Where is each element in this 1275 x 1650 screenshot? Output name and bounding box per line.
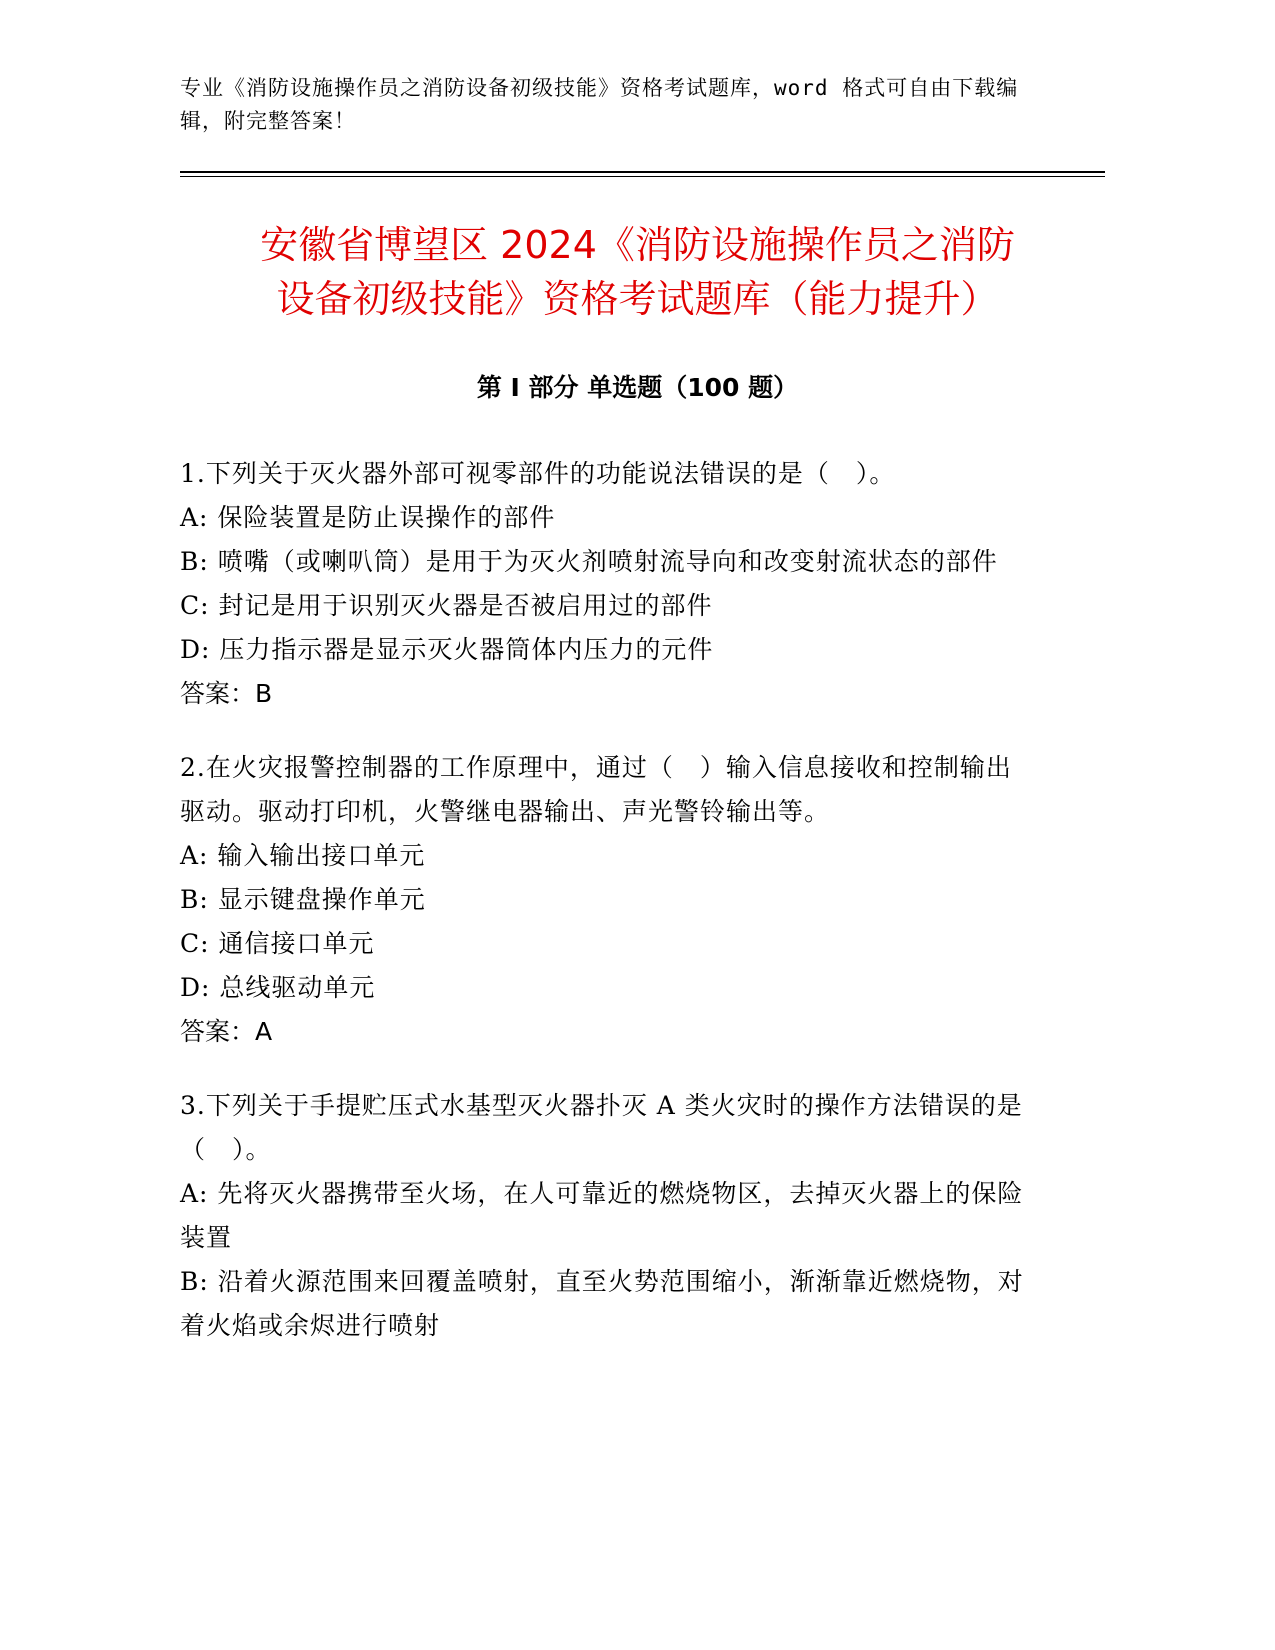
answer: 答案：A <box>180 1017 273 1046</box>
question-2 <box>180 746 1030 1054</box>
option-a: A: 保险装置是防止误操作的部件 <box>180 503 556 532</box>
document-title <box>150 218 1125 326</box>
question-3 <box>180 1084 1030 1348</box>
option-a: A: 输入输出接口单元 <box>180 841 426 870</box>
document-title-line-1: 安徽省博望区 2024《消防设施操作员之消防 <box>260 223 1015 267</box>
question-stem: 3.下列关于手提贮压式水基型灭火器扑灭 A 类火灾时的操作方法错误的是（ ）。 <box>180 1091 1023 1164</box>
option-b: B: 沿着火源范围来回覆盖喷射，直至火势范围缩小，渐渐靠近燃烧物，对着火焰或余烬进行喷射 <box>180 1267 1024 1340</box>
option-b: B: 显示键盘操作单元 <box>180 885 426 914</box>
answer: 答案：B <box>180 679 273 708</box>
section-title: 第 I 部分 单选题（100 题） <box>476 373 799 402</box>
question-stem: 2.在火灾报警控制器的工作原理中，通过（ ）输入信息接收和控制输出驱动。驱动打印机，火警继电器输出、声光警铃输出等。 <box>180 753 1012 826</box>
option-c: C: 通信接口单元 <box>180 929 375 958</box>
option-d: D: 压力指示器是显示灭火器筒体内压力的元件 <box>180 635 714 664</box>
header-divider-thin <box>180 176 1105 177</box>
option-d: D: 总线驱动单元 <box>180 973 376 1002</box>
document-title-line-2: 设备初级技能》资格考试题库（能力提升） <box>276 277 999 321</box>
option-b: B: 喷嘴（或喇叭筒）是用于为灭火剂喷射流导向和改变射流状态的部件 <box>180 547 998 576</box>
question-stem: 1.下列关于灭火器外部可视零部件的功能说法错误的是（ ）。 <box>180 459 896 488</box>
option-a: A: 先将灭火器携带至火场，在人可靠近的燃烧物区，去掉灭火器上的保险装置 <box>180 1179 1024 1252</box>
option-c: C: 封记是用于识别灭火器是否被启用过的部件 <box>180 591 713 620</box>
header-note: 专业《消防设施操作员之消防设备初级技能》资格考试题库，word 格式可自由下载编辑，附完整答案！ <box>180 76 1019 133</box>
header-divider-thick <box>180 171 1105 173</box>
question-list <box>180 452 1030 1378</box>
question-1 <box>180 452 1030 716</box>
